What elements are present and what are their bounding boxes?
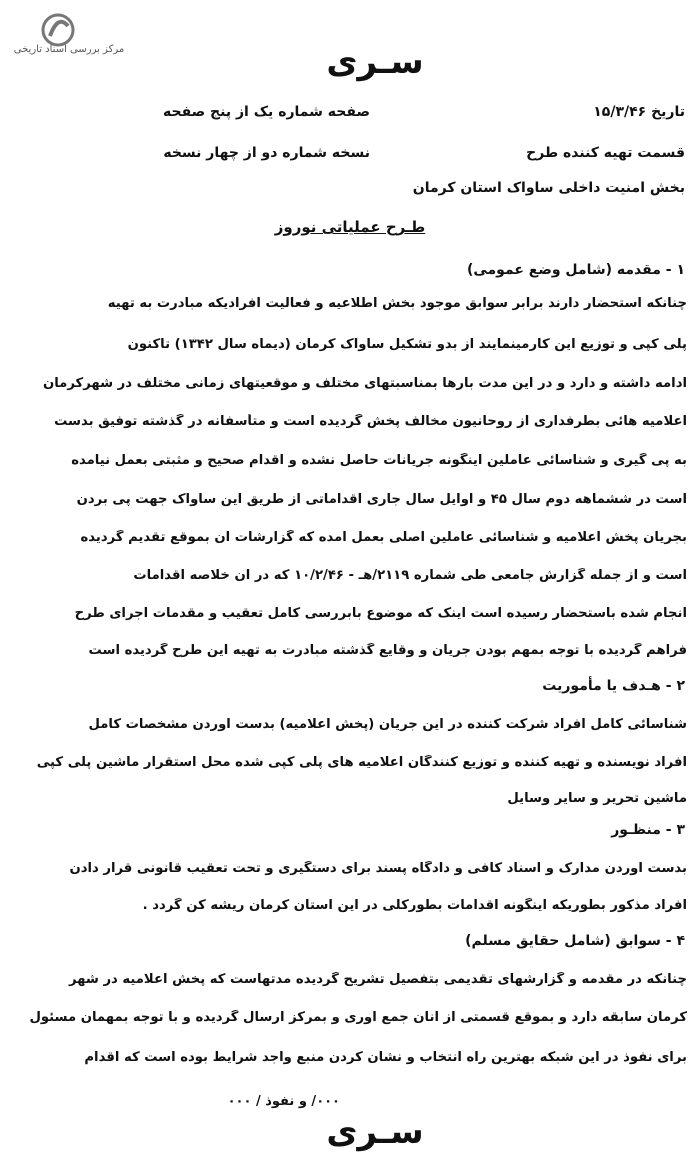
body-line: فراهم گردیده با توجه بمهم بودن جریان و وقایع گذشته مبادرت به تهیه این طرح گردیده است [88, 643, 687, 658]
section-heading-objective: ۲ - هـدف یا مأموریت [542, 678, 685, 694]
body-line: کرمان سابقه دارد و بموقع قسمتی از آنان جمع آوری و بمرکز ارسال گردیده و با توجه بمهمان مسئول [29, 1010, 687, 1025]
page-number: صفحه شماره یک از پنج صفحه [163, 104, 370, 120]
body-line: پلی کپی و توزیع این کارمینمایند از بدو تشکیل ساواک کرمان (دیماه سال ۱۳۴۲) تاکنون [127, 337, 687, 352]
copy-number: نسخه شماره دو از چهار نسخه [163, 145, 370, 161]
body-line: افراد مذکور بطوریکه اینگونه اقدامات بطورکلی در این استان کرمان ریشه کن گردد . [142, 898, 687, 913]
body-line: بجریان پخش اعلامیه و شناسائی عاملین اصلی بعمل آمده که گزارشات آن بموقع تقدیم گردیده [80, 530, 687, 545]
body-line: بدست آوردن مدارک و اسناد کافی و دادگاه پسند برای دستگیری و تحت تعقیب قانونی قرار دادن [69, 861, 687, 876]
body-line: افراد نویسنده و تهیه کننده و توزیع کنندگان اعلامیه های پلی کپی شده محل استقرار ماشین پلی کپی [36, 755, 687, 770]
section-heading-purpose: ۳ - منظـور [611, 822, 685, 838]
body-line: است در ششماهه دوم سال ۴۵ و اوایل سال جاری اقداماتی از طریق این ساواک جهت پی بردن [76, 492, 687, 507]
continuation-note: ۰۰۰/ و نفوذ / ۰۰۰ [227, 1094, 340, 1109]
section-heading-background: ۴ - سوابق (شامل حقایق مسلم) [465, 933, 685, 949]
body-line: شناسائی کامل افراد شرکت کننده در این جریان (پخش اعلامیه) بدست آوردن مشخصات کامل [88, 717, 687, 732]
document-date: تاریخ ۱۵/۳/۴۶ [593, 104, 685, 120]
plan-section: قسمت تهیه کننده طرح [526, 145, 685, 161]
logo-caption: مرکز بررسی اسناد تاریخی [13, 44, 125, 55]
department: بخش امنیت داخلی ساواک استان کرمان [412, 180, 685, 196]
body-line: اعلامیه هائی بطرفداری از روحانیون مخالف پخش گردیده است و متأسفانه در گذشته توفیق بدست [54, 414, 687, 429]
body-line: ادامه داشته و دارد و در این مدت بارها بمناسبتهای مختلف و موقعیتهای زمانی مختلف در شهرکرمان [42, 376, 687, 391]
body-line: انجام شده باستحضار رسیده است اینک که موضوع بابررسی کامل تعقیب و مقدمات اجرای طرح [74, 606, 687, 621]
body-line: برای نفوذ در این شبکه بهترین راه انتخاب و نشان کردن منبع واجد شرایط بوده است که اقدام [84, 1050, 687, 1065]
section-heading-introduction: ۱ - مقدمه (شامل وضع عمومی) [466, 262, 685, 278]
plan-title: طـرح عملیاتی نوروز [274, 218, 426, 236]
body-line: است و از جمله گزارش جامعی طی شماره ۲۱۱۹/هـ - ۱۰/۲/۴۶ که در آن خلاصه اقدامات [133, 568, 687, 583]
body-line: چنانکه در مقدمه و گزارشهای تقدیمی بتفصیل تشریح گردیده مدتهاست که پخش اعلامیه در شهر [68, 972, 687, 987]
body-line: چنانکه استحضار دارند برابر سوابق موجود بخش اطلاعیه و فعالیت افرادیکه مبادرت به تهیه [107, 296, 687, 311]
body-line: ماشین تحریر و سایر وسایل [507, 791, 687, 806]
classification-top: سـری [326, 42, 424, 82]
archive-logo [10, 6, 130, 64]
body-line: به پی گیری و شناسائی عاملین اینگونه جریانات حاصل نشده و اقدام صحیح و مثبتی بعمل نیامده [71, 453, 687, 468]
classification-bottom: سـری [326, 1112, 424, 1152]
